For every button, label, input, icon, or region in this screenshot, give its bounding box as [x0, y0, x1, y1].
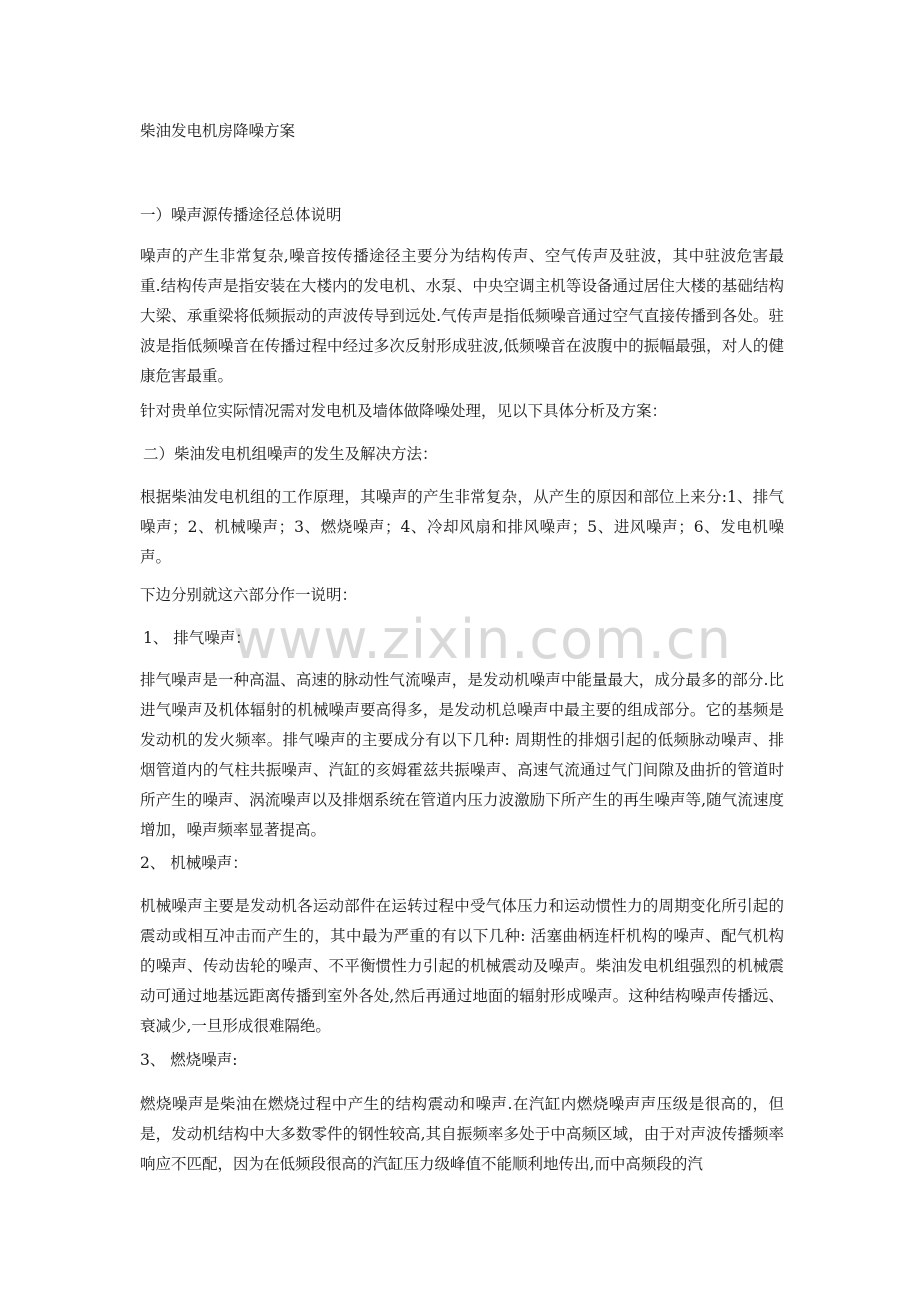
section-heading-1: 一）噪声源传播途径总体说明 [140, 206, 342, 224]
watermark: www.zixin.com.cn [233, 608, 732, 671]
paragraph-3: 根据柴油发电机组的工作原理，其噪声的产生非常复杂，从产生的原因和部位上来分:1、排气噪声；2、机械噪声；3、燃烧噪声；4、冷却风扇和排风噪声；5、进风噪声；6、发电机噪声。 [140, 488, 784, 566]
section-heading-2: 二）柴油发电机组噪声的发生及解决方法： [143, 445, 438, 463]
item-text-1: 排气噪声是一种高温、高速的脉动性气流噪声，是发动机噪声中能量最大，成分最多的部分.比进气噪声及机体辐射的机械噪声要高得多，是发动机总噪声中最主要的组成部分。它的基频是发动机的发火频率。排气噪声的主要成分有以下几种: 周期性的排烟引起的低频脉动噪声、排烟管道内的气柱共振噪声、汽缸的亥姆霍兹共振噪声、高速气流通过气门间隙及曲折的管道时所产生的噪声、涡流噪声以及排烟系统在管道内压力波激励下所产生的再生噪声等,随气流速度增加，噪声频率显著提高。 [140, 671, 784, 839]
item-heading-1: 1、 排气噪声： [143, 629, 251, 647]
paragraph-1: 噪声的产生非常复杂,噪音按传播途径主要分为结构传声、空气传声及驻波，其中驻波危害最重.结构传声是指安装在大楼内的发电机、水泵、中央空调主机等设备通过居住大楼的基础结构大梁、承重梁将低频振动的声波传导到远处.气传声是指低频噪音通过空气直接传播到各处。驻波是指低频噪音在传播过程中经过多次反射形成驻波,低频噪音在波腹中的振幅最强，对人的健康危害最重。 [140, 247, 784, 385]
item-heading-3: 3、 燃烧噪声: [140, 1051, 238, 1069]
paragraph-2: 针对贵单位实际情况需对发电机及墙体做降噪处理，见以下具体分析及方案： [140, 402, 668, 420]
document-title: 柴油发电机房降噪方案 [140, 122, 296, 140]
item-text-3: 燃烧噪声是柴油在燃烧过程中产生的结构震动和噪声.在汽缸内燃烧噪声声压级是很高的，但是，发动机结构中大多数零件的钢性较高,其自振频率多处于中高频区域，由于对声波传播频率响应不匹配，因为在低频段很高的汽缸压力级峰值不能顺利地传出,而中高频段的汽 [140, 1095, 784, 1173]
item-text-2: 机械噪声主要是发动机各运动部件在运转过程中受气体压力和运动惯性力的周期变化所引起的震动或相互冲击而产生的，其中最为严重的有以下几种: 活塞曲柄连杆机构的噪声、配气机构的噪声、传动齿轮的噪声、不平衡惯性力引起的机械震动及噪声。柴油发电机组强烈的机械震动可通过地基远距离传播到室外各处,然后再通过地面的辐射形成噪声。这种结构噪声传播远、衰减少,一旦形成很难隔绝。 [140, 897, 784, 1035]
item-heading-2: 2、 机械噪声： [140, 854, 248, 872]
paragraph-4: 下边分别就这六部分作一说明： [140, 586, 358, 604]
